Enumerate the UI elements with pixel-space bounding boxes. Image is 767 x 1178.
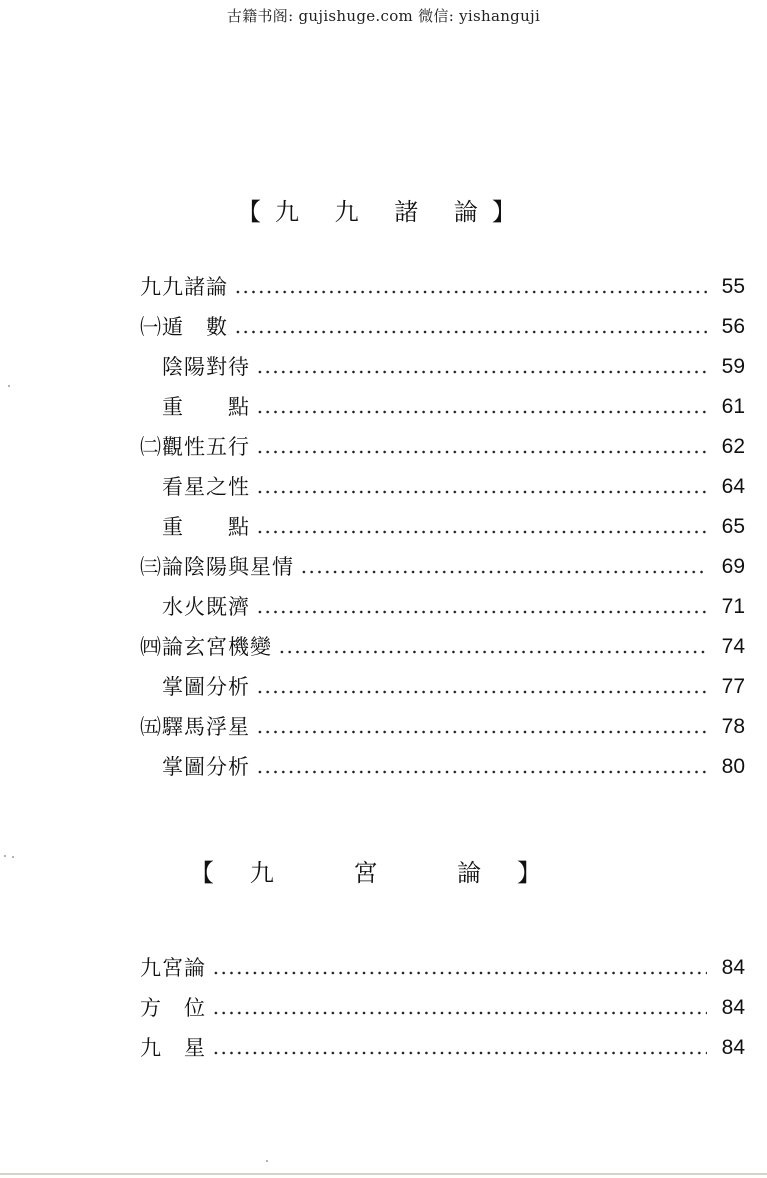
toc-entry-label: ㈤驛馬浮星 bbox=[140, 715, 250, 739]
toc-entry-page: 59 bbox=[721, 355, 745, 378]
toc-entry-page: 62 bbox=[721, 435, 745, 458]
toc-entry-page: 84 bbox=[721, 1036, 745, 1059]
toc-entry[interactable] bbox=[140, 632, 745, 662]
toc-entry-page: 55 bbox=[721, 275, 745, 298]
toc-entry[interactable] bbox=[140, 993, 745, 1023]
leader-dots bbox=[212, 1011, 707, 1015]
toc-entry-page: 69 bbox=[721, 555, 745, 578]
leader-dots bbox=[300, 570, 707, 574]
toc-entry-page: 84 bbox=[721, 956, 745, 979]
toc-entry[interactable] bbox=[140, 752, 745, 782]
leader-dots bbox=[256, 450, 707, 454]
toc-entry-label: ㈠遁 數 bbox=[140, 315, 228, 339]
leader-dots bbox=[256, 690, 707, 694]
toc-entry-label: 重 點 bbox=[140, 515, 250, 539]
toc-entry-label: 陰陽對待 bbox=[140, 355, 250, 379]
leader-dots bbox=[256, 730, 707, 734]
toc-entry-label: 九 星 bbox=[140, 1036, 206, 1060]
section-title-jiugong: 【九 宮 論】 bbox=[189, 859, 578, 887]
toc-entry[interactable] bbox=[140, 392, 745, 422]
toc-entry-page: 78 bbox=[721, 715, 745, 738]
toc-entry[interactable] bbox=[140, 712, 745, 742]
watermark-header: 古籍书阁: gujishuge.com 微信: yishanguji bbox=[226, 7, 541, 25]
leader-dots bbox=[256, 610, 707, 614]
leader-dots bbox=[256, 530, 707, 534]
toc-entry-page: 77 bbox=[721, 675, 745, 698]
toc-entry-page: 71 bbox=[721, 595, 745, 618]
toc-entry-label: 重 點 bbox=[140, 395, 250, 419]
page-bottom-edge bbox=[0, 1173, 767, 1175]
toc-entry-label: ㈣論玄宮機變 bbox=[140, 635, 272, 659]
toc-entry[interactable] bbox=[140, 1033, 745, 1063]
scan-speck bbox=[266, 1160, 268, 1162]
toc-entry-page: 64 bbox=[721, 475, 745, 498]
toc-entry-label: ㈡觀性五行 bbox=[140, 435, 250, 459]
scan-speck bbox=[12, 856, 14, 858]
leader-dots bbox=[212, 1051, 707, 1055]
toc-entry-page: 61 bbox=[721, 395, 745, 418]
toc-entry[interactable] bbox=[140, 312, 745, 342]
toc-entry-page: 84 bbox=[721, 996, 745, 1019]
toc-entry-page: 74 bbox=[721, 635, 745, 658]
toc-entry-page: 80 bbox=[721, 755, 745, 778]
toc-entry-label: 九宮論 bbox=[140, 956, 206, 980]
leader-dots bbox=[212, 971, 707, 975]
leader-dots bbox=[256, 770, 707, 774]
leader-dots bbox=[256, 410, 707, 414]
toc-entry-label: 掌圖分析 bbox=[140, 755, 250, 779]
toc-entry[interactable] bbox=[140, 552, 745, 582]
scan-speck bbox=[4, 855, 6, 857]
toc-entry-label: 看星之性 bbox=[140, 475, 250, 499]
leader-dots bbox=[234, 330, 707, 334]
toc-entry-label: 九九諸論 bbox=[140, 275, 228, 299]
toc-entry[interactable] bbox=[140, 672, 745, 702]
toc-entry-label: 掌圖分析 bbox=[140, 675, 250, 699]
section-title-jiujiu: 【九 九 諸 論】 bbox=[237, 198, 530, 226]
leader-dots bbox=[278, 650, 707, 654]
toc-entry[interactable] bbox=[140, 352, 745, 382]
toc-entry-label: ㈢論陰陽與星情 bbox=[140, 555, 294, 579]
toc-entry-label: 水火既濟 bbox=[140, 595, 250, 619]
toc-entry[interactable] bbox=[140, 592, 745, 622]
scan-speck bbox=[8, 385, 10, 387]
toc-entry[interactable] bbox=[140, 512, 745, 542]
toc-entry[interactable] bbox=[140, 272, 745, 302]
leader-dots bbox=[256, 370, 707, 374]
toc-entry-page: 65 bbox=[721, 515, 745, 538]
leader-dots bbox=[256, 490, 707, 494]
toc-entry-page: 56 bbox=[721, 315, 745, 338]
leader-dots bbox=[234, 290, 707, 294]
toc-entry[interactable] bbox=[140, 432, 745, 462]
toc-entry-label: 方 位 bbox=[140, 996, 206, 1020]
toc-entry[interactable] bbox=[140, 953, 745, 983]
toc-entry[interactable] bbox=[140, 472, 745, 502]
